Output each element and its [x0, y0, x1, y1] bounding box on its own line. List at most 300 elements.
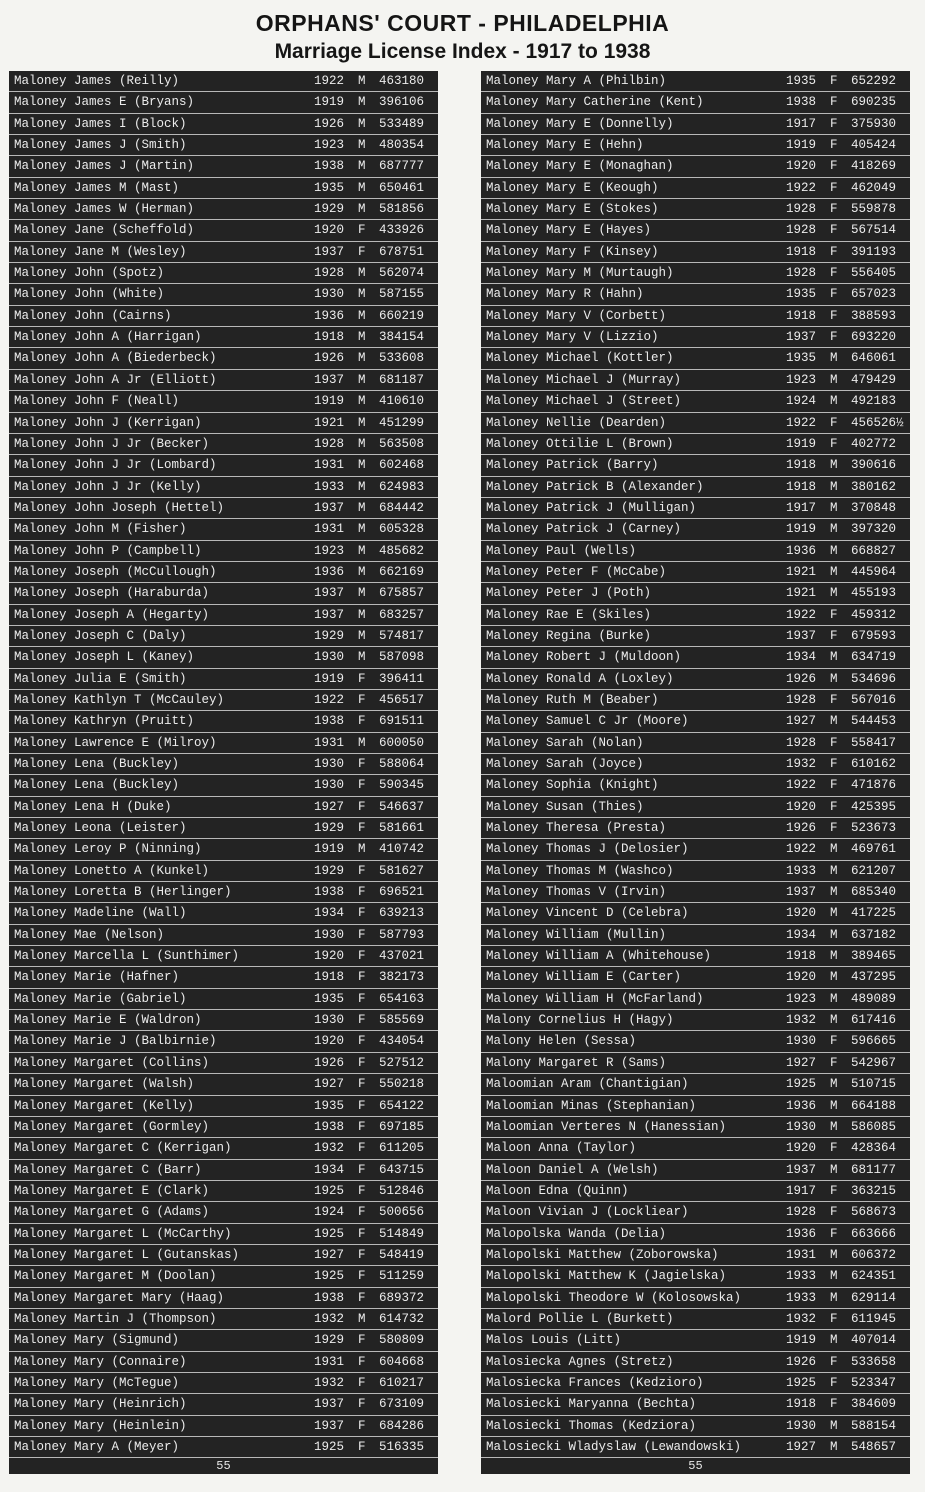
entry-name: Maloney Margaret E (Clark): [14, 1183, 210, 1198]
entry-sex: F: [830, 244, 838, 259]
entry-year: 1921: [314, 415, 345, 430]
entry-sex: F: [358, 799, 366, 814]
entry-name: Maloney Jane M (Wesley): [14, 244, 187, 259]
entry-year: 1935: [314, 1098, 345, 1113]
index-entry: [481, 1288, 910, 1309]
index-entry: [481, 839, 910, 860]
entry-sex: M: [358, 287, 366, 302]
entry-name: Maloney Leroy P (Ninning): [14, 842, 202, 857]
entry-year: 1934: [786, 650, 817, 665]
entry-sex: F: [830, 607, 838, 622]
entry-sex: M: [830, 1333, 838, 1348]
entry-license-number: 410742: [379, 842, 425, 857]
index-entry: [9, 370, 438, 391]
entry-license-number: 681177: [851, 1162, 897, 1177]
entry-name: Maloney Marie (Hafner): [14, 970, 180, 985]
entry-license-number: 673109: [379, 1397, 425, 1412]
entry-year: 1927: [314, 1077, 345, 1092]
index-entry: [9, 306, 438, 327]
entry-sex: M: [830, 458, 838, 473]
entry-name: Maloney Margaret C (Barr): [14, 1162, 202, 1177]
entry-license-number: 687777: [379, 159, 425, 174]
entry-license-number: 660219: [379, 308, 425, 323]
entry-sex: F: [358, 1098, 366, 1113]
entry-year: 1935: [786, 351, 817, 366]
entry-sex: M: [358, 458, 366, 473]
entry-year: 1938: [786, 95, 817, 110]
entry-license-number: 527512: [379, 1055, 425, 1070]
entry-sex: M: [358, 650, 366, 665]
entry-sex: M: [358, 202, 366, 217]
index-entry: [9, 327, 438, 348]
entry-name: Malosiecki Wladyslaw (Lewandowski): [486, 1440, 742, 1454]
page-number: 55: [481, 1458, 910, 1474]
entry-license-number: 514849: [379, 1226, 425, 1241]
entry-sex: F: [830, 628, 838, 643]
entry-license-number: 363215: [851, 1183, 897, 1198]
entry-name: Maloon Anna (Taylor): [486, 1141, 637, 1156]
entry-sex: F: [358, 863, 366, 878]
entry-license-number: 650461: [379, 180, 425, 195]
entry-year: 1936: [786, 1226, 817, 1241]
entry-sex: F: [358, 991, 366, 1006]
entry-sex: M: [358, 415, 366, 430]
entry-name: Maloney Ronald A (Loxley): [486, 671, 674, 686]
entry-license-number: 533608: [379, 351, 425, 366]
entry-name: Maloney Michael J (Murray): [486, 372, 682, 387]
entry-license-number: 587793: [379, 927, 425, 942]
entry-name: Maloney Margaret L (McCarthy): [14, 1226, 232, 1241]
entry-license-number: 624983: [379, 479, 425, 494]
entry-sex: F: [358, 1162, 366, 1177]
entry-year: 1921: [786, 564, 817, 579]
entry-year: 1917: [786, 500, 817, 515]
entry-license-number: 396106: [379, 95, 425, 110]
entry-name: Maloney Martin J (Thompson): [14, 1311, 217, 1326]
entry-name: Maloney Thomas V (Irvin): [486, 885, 667, 900]
entry-license-number: 568673: [851, 1205, 897, 1220]
entry-sex: M: [358, 564, 366, 579]
index-entry: [481, 797, 910, 818]
entry-year: 1932: [786, 1013, 817, 1028]
entry-name: Maloney Patrick J (Mulligan): [486, 500, 697, 515]
index-entry: [9, 1309, 438, 1330]
entry-sex: M: [358, 586, 366, 601]
index-entry: [481, 1053, 910, 1074]
entry-year: 1928: [786, 735, 817, 750]
index-entry: [9, 156, 438, 177]
entry-name: Maloney Patrick J (Carney): [486, 522, 682, 537]
entry-name: Maloon Edna (Quinn): [486, 1183, 629, 1198]
entry-name: Maloney Joseph (McCullough): [14, 564, 217, 579]
entry-year: 1926: [314, 1055, 345, 1070]
entry-name: Maloney Julia E (Smith): [14, 671, 187, 686]
entry-year: 1921: [786, 586, 817, 601]
entry-license-number: 455193: [851, 586, 897, 601]
index-entry: [9, 626, 438, 647]
entry-name: Maloney John A (Biederbeck): [14, 351, 217, 366]
index-entry: [9, 541, 438, 562]
index-entry: [481, 156, 910, 177]
entry-license-number: 451299: [379, 415, 425, 430]
entry-year: 1935: [786, 74, 817, 88]
entry-license-number: 610162: [851, 757, 897, 771]
index-entry: [481, 1266, 910, 1287]
entry-sex: F: [830, 202, 838, 217]
entry-sex: F: [358, 757, 366, 771]
entry-sex: M: [830, 671, 838, 686]
index-entry: [481, 1437, 910, 1458]
entry-name: Malopolska Wanda (Delia): [486, 1226, 667, 1241]
entry-name: Malosiecka Agnes (Stretz): [486, 1354, 674, 1369]
entry-name: Maloney Mary A (Philbin): [486, 74, 667, 88]
entry-year: 1920: [314, 1034, 345, 1049]
entry-year: 1931: [314, 735, 345, 750]
index-entry: [481, 775, 910, 796]
entry-license-number: 418269: [851, 159, 897, 174]
entry-sex: F: [830, 1397, 838, 1412]
entry-year: 1923: [786, 372, 817, 387]
entry-license-number: 586085: [851, 1119, 897, 1134]
entry-sex: M: [830, 543, 838, 558]
entry-year: 1930: [314, 287, 345, 302]
entry-name: Maloomian Minas (Stephanian): [486, 1098, 697, 1113]
entry-name: Maloney Mary (McTegue): [14, 1375, 180, 1390]
index-entry: [481, 477, 910, 498]
entry-license-number: 664188: [851, 1098, 897, 1113]
entry-year: 1918: [786, 244, 817, 259]
entry-name: Maloney William (Mullin): [486, 927, 667, 942]
entry-year: 1931: [314, 522, 345, 537]
entry-name: Maloney Marie (Gabriel): [14, 991, 187, 1006]
entry-license-number: 663666: [851, 1226, 897, 1241]
entry-license-number: 587155: [379, 287, 425, 302]
entry-sex: M: [830, 927, 838, 942]
entry-sex: M: [830, 991, 838, 1006]
entry-license-number: 611945: [851, 1311, 897, 1326]
entry-name: Maloney Madeline (Wall): [14, 906, 187, 921]
entry-sex: F: [830, 330, 838, 345]
entry-name: Maloney William E (Carter): [486, 970, 682, 985]
page-subtitle: Marriage License Index - 1917 to 1938: [274, 40, 651, 63]
index-entry: [481, 92, 910, 113]
entry-year: 1917: [786, 1183, 817, 1198]
index-entry: [9, 263, 438, 284]
entry-year: 1932: [786, 1311, 817, 1326]
entry-year: 1938: [314, 159, 345, 174]
entry-sex: F: [358, 1055, 366, 1070]
index-entry: [9, 861, 438, 882]
index-entry: [481, 199, 910, 220]
entry-year: 1919: [314, 394, 345, 409]
entry-year: 1937: [314, 372, 345, 387]
entry-year: 1926: [786, 1354, 817, 1369]
page-number: 55: [9, 1458, 438, 1474]
entry-license-number: 391193: [851, 244, 897, 259]
entry-license-number: 492183: [851, 394, 897, 409]
entry-year: 1938: [314, 1290, 345, 1305]
entry-name: Maloney Vincent D (Celebra): [486, 906, 689, 921]
index-entry: [481, 370, 910, 391]
entry-sex: F: [358, 1119, 366, 1134]
entry-sex: M: [830, 394, 838, 409]
entry-name: Malopolski Theodore W (Kolosowska): [486, 1290, 742, 1305]
index-entry: [9, 1437, 438, 1458]
entry-year: 1934: [314, 1162, 345, 1177]
entry-license-number: 542967: [851, 1055, 897, 1070]
entry-sex: M: [358, 500, 366, 515]
entry-name: Maloney Mary V (Corbett): [486, 308, 667, 323]
entry-license-number: 614732: [379, 1311, 425, 1326]
entry-license-number: 574817: [379, 628, 425, 643]
entry-year: 1922: [786, 778, 817, 793]
index-entry: [9, 1053, 438, 1074]
index-entry: [9, 1245, 438, 1266]
entry-year: 1925: [314, 1226, 345, 1241]
entry-name: Maloney Mary V (Lizzio): [486, 330, 659, 345]
entry-license-number: 604668: [379, 1354, 425, 1369]
entry-name: Maloney Sarah (Nolan): [486, 735, 644, 750]
entry-license-number: 567514: [851, 223, 897, 238]
index-entry: [481, 1010, 910, 1031]
entry-sex: F: [830, 735, 838, 750]
entry-sex: M: [358, 372, 366, 387]
entry-license-number: 516335: [379, 1440, 425, 1454]
entry-license-number: 523673: [851, 821, 897, 836]
entry-sex: M: [358, 522, 366, 537]
entry-sex: M: [830, 522, 838, 537]
index-entry: [9, 882, 438, 903]
entry-sex: M: [830, 650, 838, 665]
entry-year: 1930: [786, 1119, 817, 1134]
index-entry: [9, 348, 438, 369]
entry-year: 1929: [314, 1333, 345, 1348]
entry-license-number: 606372: [851, 1247, 897, 1262]
entry-license-number: 469761: [851, 842, 897, 857]
entry-license-number: 637182: [851, 927, 897, 942]
entry-sex: F: [358, 1290, 366, 1305]
index-entry: [481, 1160, 910, 1181]
entry-license-number: 580809: [379, 1333, 425, 1348]
entry-license-number: 479429: [851, 372, 897, 387]
entry-sex: F: [358, 692, 366, 707]
entry-license-number: 581661: [379, 821, 425, 836]
index-entry: [481, 605, 910, 626]
entry-license-number: 678751: [379, 244, 425, 259]
index-entry: [9, 1266, 438, 1287]
entry-sex: F: [358, 671, 366, 686]
index-entry: [9, 775, 438, 796]
entry-license-number: 548419: [379, 1247, 425, 1262]
entry-year: 1925: [314, 1269, 345, 1284]
index-entry: [481, 733, 910, 754]
index-entry: [9, 797, 438, 818]
entry-year: 1935: [786, 287, 817, 302]
entry-name: Maloney John (Cairns): [14, 308, 172, 323]
entry-name: Maloney Lena H (Duke): [14, 799, 172, 814]
entry-sex: F: [830, 1205, 838, 1220]
entry-year: 1929: [314, 628, 345, 643]
entry-name: Maloney Mary (Sigmund): [14, 1333, 180, 1348]
entry-name: Maloney John A (Harrigan): [14, 330, 202, 345]
entry-year: 1931: [314, 458, 345, 473]
entry-license-number: 397320: [851, 522, 897, 537]
entry-year: 1920: [786, 159, 817, 174]
entry-name: Maloney John M (Fisher): [14, 522, 187, 537]
entry-sex: M: [830, 372, 838, 387]
right-column: [481, 71, 910, 1474]
entry-name: Maloney James (Reilly): [14, 74, 180, 88]
index-entry: [9, 1138, 438, 1159]
entry-year: 1932: [786, 757, 817, 771]
entry-year: 1930: [314, 927, 345, 942]
entry-sex: F: [358, 1077, 366, 1092]
entry-year: 1937: [786, 330, 817, 345]
entry-name: Maloney Margaret (Gormley): [14, 1119, 210, 1134]
entry-name: Maloney William A (Whitehouse): [486, 949, 712, 964]
index-entry: [481, 519, 910, 540]
entry-license-number: 652292: [851, 74, 897, 88]
entry-name: Maloney Marcella L (Sunthimer): [14, 949, 240, 964]
entry-sex: F: [358, 1333, 366, 1348]
entry-sex: F: [830, 1226, 838, 1241]
entry-name: Maloney Leona (Leister): [14, 821, 187, 836]
entry-year: 1925: [314, 1440, 345, 1454]
entry-license-number: 500656: [379, 1205, 425, 1220]
entry-name: Maloney John J Jr (Becker): [14, 436, 210, 451]
entry-license-number: 646061: [851, 351, 897, 366]
entry-year: 1934: [786, 927, 817, 942]
entry-sex: M: [830, 1440, 838, 1454]
entry-name: Maloney Thomas J (Delosier): [486, 842, 689, 857]
index-entry: [481, 242, 910, 263]
index-entry: [9, 92, 438, 113]
entry-name: Maloney Ruth M (Beaber): [486, 692, 659, 707]
entry-sex: F: [830, 266, 838, 281]
entry-sex: M: [830, 714, 838, 729]
entry-license-number: 437295: [851, 970, 897, 985]
index-entry: [9, 455, 438, 476]
entry-year: 1918: [786, 479, 817, 494]
entry-year: 1922: [786, 415, 817, 430]
index-entry: [481, 626, 910, 647]
entry-name: Maloney James I (Block): [14, 116, 187, 131]
entry-name: Maloney Mary E (Monaghan): [486, 159, 674, 174]
entry-year: 1926: [786, 821, 817, 836]
index-entry: [481, 1416, 910, 1437]
entry-license-number: 629114: [851, 1290, 897, 1305]
entry-sex: F: [830, 116, 838, 131]
entry-license-number: 384154: [379, 330, 425, 345]
entry-sex: F: [358, 906, 366, 921]
entry-year: 1920: [786, 1141, 817, 1156]
entry-license-number: 657023: [851, 287, 897, 302]
entry-name: Maloney Kathryn (Pruitt): [14, 714, 195, 729]
entry-name: Malony Cornelius H (Hagy): [486, 1013, 674, 1028]
index-entry: [9, 284, 438, 305]
entry-sex: M: [830, 1418, 838, 1433]
entry-year: 1918: [786, 1397, 817, 1412]
entry-year: 1937: [314, 244, 345, 259]
entry-license-number: 434054: [379, 1034, 425, 1049]
index-entry: [481, 135, 910, 156]
entry-license-number: 389465: [851, 949, 897, 964]
index-entry: [481, 1031, 910, 1052]
entry-year: 1931: [786, 1247, 817, 1262]
entry-sex: F: [358, 927, 366, 942]
entry-sex: M: [830, 1269, 838, 1284]
entry-name: Maloney John J Jr (Lombard): [14, 458, 217, 473]
index-entry: [481, 754, 910, 775]
entry-year: 1930: [314, 650, 345, 665]
entry-name: Maloney Ottilie L (Brown): [486, 436, 674, 451]
page-title: ORPHANS' COURT - PHILADELPHIA: [255, 10, 670, 36]
entry-year: 1937: [314, 586, 345, 601]
entry-name: Maloney Mary Catherine (Kent): [486, 95, 704, 110]
entry-year: 1930: [786, 1034, 817, 1049]
entry-sex: F: [830, 415, 838, 430]
entry-name: Maloney Loretta B (Herlinger): [14, 885, 232, 900]
entry-name: Malony Margaret R (Sams): [486, 1055, 667, 1070]
index-entry: [9, 199, 438, 220]
entry-sex: M: [830, 500, 838, 515]
entry-license-number: 588154: [851, 1418, 897, 1433]
entry-year: 1920: [314, 949, 345, 964]
index-entry: [9, 1160, 438, 1181]
entry-name: Maloney James J (Smith): [14, 138, 187, 153]
entry-year: 1928: [314, 266, 345, 281]
entry-license-number: 675857: [379, 586, 425, 601]
entry-license-number: 559878: [851, 202, 897, 217]
index-entry: [481, 1330, 910, 1351]
entry-year: 1933: [786, 1290, 817, 1305]
entry-sex: F: [358, 714, 366, 729]
entry-name: Maloney Mary E (Hehn): [486, 138, 644, 153]
entry-sex: F: [358, 1034, 366, 1049]
index-entry: [481, 861, 910, 882]
entry-name: Maloney Patrick B (Alexander): [486, 479, 704, 494]
entry-sex: F: [358, 1205, 366, 1220]
entry-year: 1926: [314, 116, 345, 131]
entry-year: 1920: [786, 970, 817, 985]
entry-sex: F: [830, 95, 838, 110]
entry-name: Maloney Margaret L (Gutanskas): [14, 1247, 240, 1262]
entry-name: Maloney Mary F (Kinsey): [486, 244, 659, 259]
entry-name: Maloney Mae (Nelson): [14, 927, 165, 942]
entry-sex: F: [830, 74, 838, 88]
entry-year: 1924: [314, 1205, 345, 1220]
entry-license-number: 624351: [851, 1269, 897, 1284]
entry-sex: M: [358, 394, 366, 409]
index-entry: [481, 1202, 910, 1223]
entry-year: 1937: [786, 885, 817, 900]
entry-year: 1922: [786, 180, 817, 195]
index-entry: [481, 690, 910, 711]
entry-license-number: 480354: [379, 138, 425, 153]
entry-name: Maloney Margaret G (Adams): [14, 1205, 210, 1220]
entry-license-number: 581856: [379, 202, 425, 217]
entry-license-number: 581627: [379, 863, 425, 878]
index-entry: [9, 1330, 438, 1351]
index-entry: [9, 1288, 438, 1309]
entry-year: 1919: [314, 95, 345, 110]
entry-sex: F: [830, 138, 838, 153]
entry-name: Maloney Samuel C Jr (Moore): [486, 714, 689, 729]
entry-sex: M: [358, 842, 366, 857]
entry-license-number: 489089: [851, 991, 897, 1006]
entry-sex: F: [830, 1141, 838, 1156]
entry-year: 1933: [786, 863, 817, 878]
